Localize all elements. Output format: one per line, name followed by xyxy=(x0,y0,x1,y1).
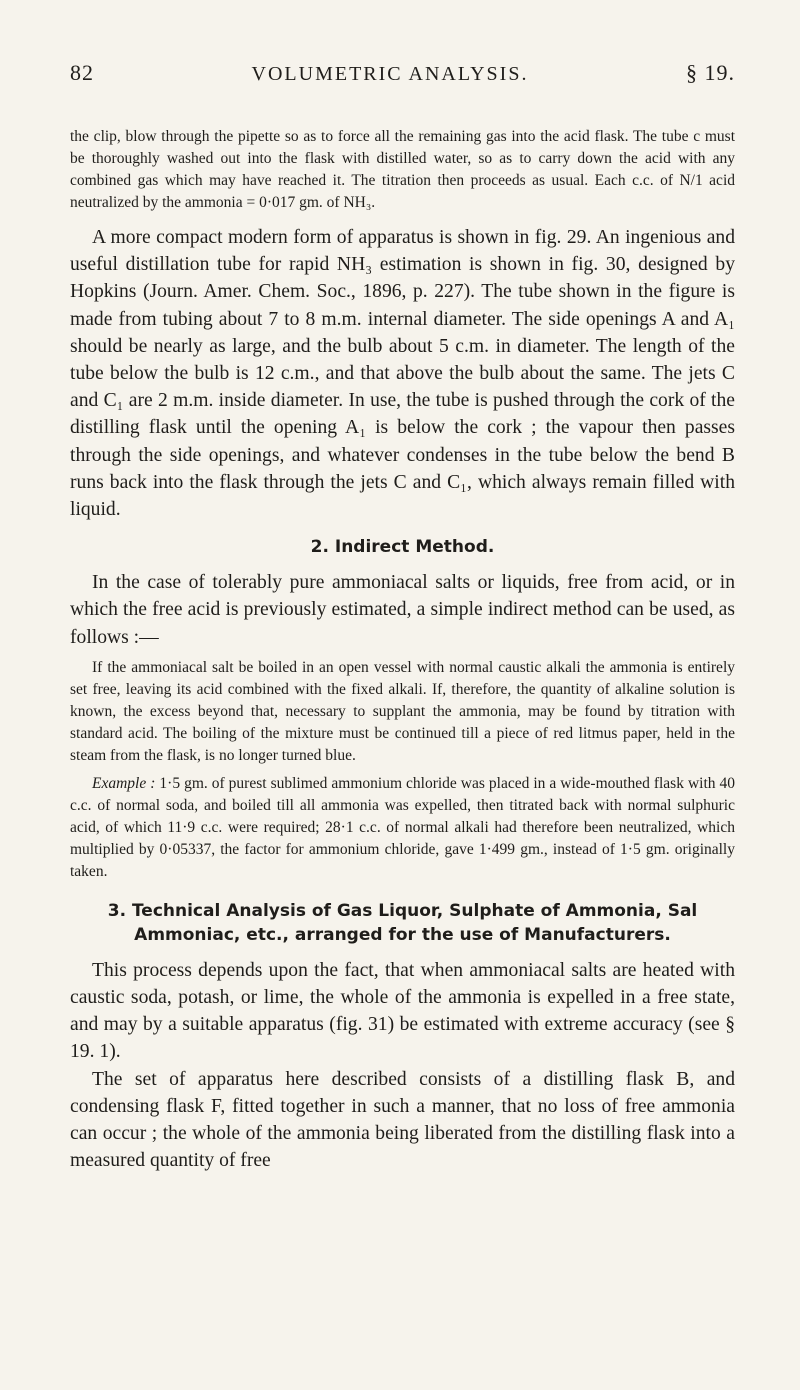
paragraph-apparatus: The set of apparatus here described consists of a distilling flask B, and condensing flask F, fitted together in such a manner, that no loss of free ammonia can occur ; the whole of the ammonia being liberated from the distilling flask into a measured quantity of free xyxy=(70,1068,735,1172)
example-text: 1·5 gm. of purest sublimed ammonium chloride was placed in a wide-mouthed flask with 40 c.c. of normal soda, and boiled till all ammonia was expelled, then titrated back with normal sulphuric acid, of which 11·9 c.c. were required; 28·1 c.c. of normal alkali had therefore been neutralized, which multiplied by 0·05337, the factor for ammonium chloride, gave 1·499 gm., instead of 1·5 gm. originally taken. xyxy=(70,774,736,880)
paragraph-example xyxy=(70,773,735,883)
paragraph-hopkins-tube: A more compact modern form of apparatus is shown in fig. 29. An ingenious and useful distillation tube for rapid NH₃ estimation is shown in fig. 30, designed by Hopkins (Journ. Amer. Chem. Soc., 1896, p. 227). The tube shown in the figure is made from tubing about 7 to 8 m.m. internal diameter. The side openings A and A₁ should be nearly as large, and the bulb about 5 c.m. in diameter. The length of the tube below the bulb is 12 c.m., and that above the bulb about the same. The jets C and C₁ are 2 m.m. inside diameter. In use, the tube is pushed through the cork of the distilling flask until the opening A₁ is below the cork ; the vapour then passes through the side openings, and whatever condenses in the tube below the bend B runs back into the flask through the jets C and C₁, which always remain filled with liquid. xyxy=(70,227,735,521)
paragraph-indirect-intro: In the case of tolerably pure ammoniacal salts or liquids, free from acid, or in which the free acid is previously estimated, a simple indirect method can be used, as follows :— xyxy=(70,572,735,648)
running-title: VOLUMETRIC ANALYSIS. xyxy=(251,63,529,85)
section-heading-technical-analysis: 3. Technical Analysis of Gas Liquor, Sulphate of Ammonia, Sal Ammoniac, etc., arranged for the use of Manufacturers. xyxy=(107,900,698,945)
running-header xyxy=(70,60,735,86)
paragraph-indirect-procedure: If the ammoniacal salt be boiled in an open vessel with normal caustic alkali the ammonia is entirely set free, leaving its acid combined with the fixed alkali. If, therefore, the quantity of alkaline solution is known, the excess beyond that, necessary to supplant the ammonia, may be found by titration with standard acid. The boiling of the mixture must be continued till a piece of red litmus paper, held in the steam from the flask, is no longer turned blue. xyxy=(70,658,735,764)
book-page xyxy=(70,60,735,1174)
paragraph-process: This process depends upon the fact, that when ammoniacal salts are heated with caustic soda, potash, or lime, the whole of the ammonia is expelled in a free state, and may by a suitable apparatus (fig. 31) be estimated with extreme accuracy (see § 19. 1). xyxy=(70,959,735,1063)
section-heading-indirect-method: 2. Indirect Method. xyxy=(310,537,495,558)
example-label: Example : xyxy=(92,774,156,792)
page-number: 82 xyxy=(70,60,94,85)
paragraph-continued: the clip, blow through the pipette so as to force all the remaining gas into the acid flask. The tube c must be thoroughly washed out into the flask with distilled water, so as to carry down the acid with any combined gas which may have reached it. The titration then proceeds as usual. Each c.c. of N/1 acid neutralized by the ammonia = 0·017 gm. of NH₃. xyxy=(70,128,735,211)
section-number: § 19. xyxy=(686,60,735,85)
